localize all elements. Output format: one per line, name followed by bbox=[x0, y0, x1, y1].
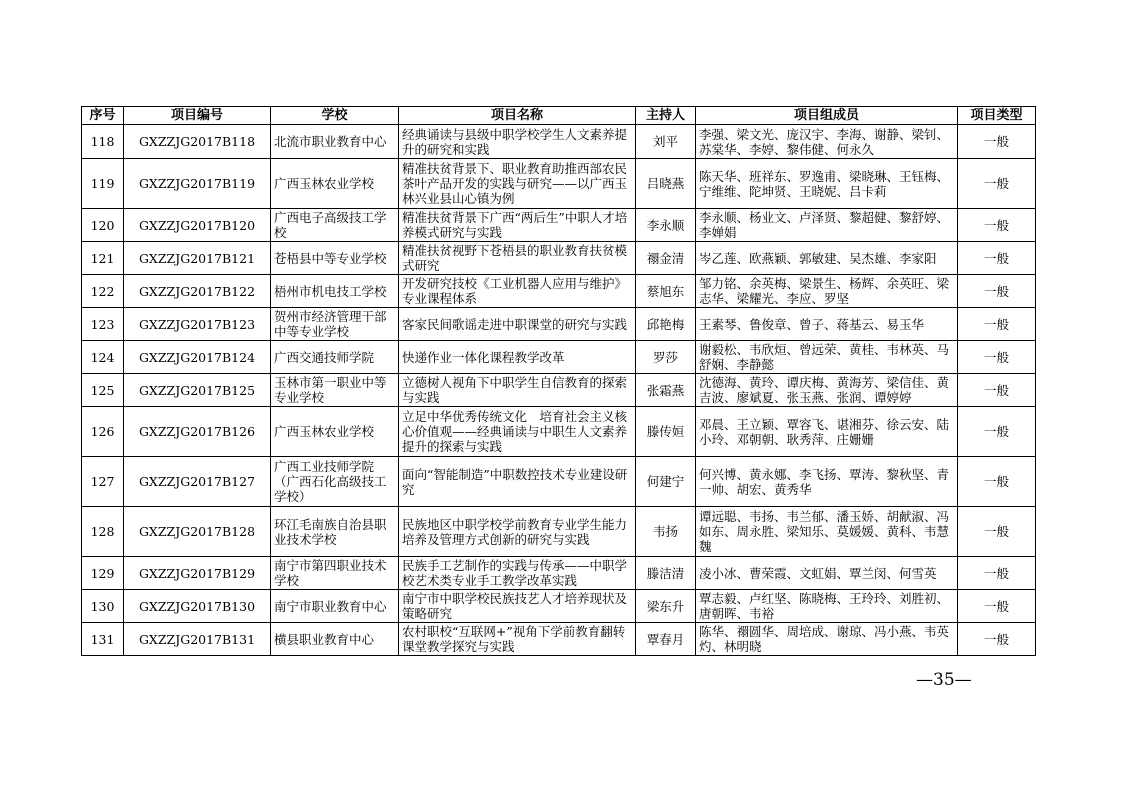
row-number: 118 bbox=[82, 125, 124, 159]
row-number: 126 bbox=[82, 407, 124, 457]
team-members: 谢毅松、韦欣烜、曾远荣、黄桂、韦林英、马舒娴、李静懿 bbox=[696, 341, 958, 374]
project-type: 一般 bbox=[958, 242, 1036, 275]
project-title: 精准扶贫背景下、职业教育助推西部农民茶叶产品开发的实践与研究——以广西玉林兴业县山心镇为例 bbox=[399, 159, 636, 209]
project-type: 一般 bbox=[958, 308, 1036, 341]
project-host: 梁东升 bbox=[636, 590, 696, 623]
project-code: GXZZJG2017B121 bbox=[124, 242, 271, 275]
project-host: 蔡旭东 bbox=[636, 275, 696, 308]
project-host: 罗莎 bbox=[636, 341, 696, 374]
header-cell: 项目类型 bbox=[958, 107, 1036, 125]
project-type: 一般 bbox=[958, 341, 1036, 374]
team-members: 陈天华、班祥东、罗逸甫、梁晓琳、王钰梅、宁维维、陀坤贤、王晓妮、吕卡莉 bbox=[696, 159, 958, 209]
table-row bbox=[82, 159, 1036, 209]
project-title: 立德树人视角下中职学生自信教育的探索与实践 bbox=[399, 374, 636, 407]
project-code: GXZZJG2017B127 bbox=[124, 457, 271, 507]
table-row bbox=[82, 623, 1036, 656]
project-type: 一般 bbox=[958, 159, 1036, 209]
school-name: 玉林市第一职业中等专业学校 bbox=[271, 374, 399, 407]
school-name: 贺州市经济管理干部中等专业学校 bbox=[271, 308, 399, 341]
project-host: 禤金清 bbox=[636, 242, 696, 275]
project-host: 滕洁清 bbox=[636, 557, 696, 590]
project-title: 快递作业一体化课程教学改革 bbox=[399, 341, 636, 374]
project-title: 面向“智能制造”中职数控技术专业建设研究 bbox=[399, 457, 636, 507]
table-row bbox=[82, 590, 1036, 623]
row-number: 129 bbox=[82, 557, 124, 590]
school-name: 梧州市机电技工学校 bbox=[271, 275, 399, 308]
project-code: GXZZJG2017B122 bbox=[124, 275, 271, 308]
project-title: 客家民间歌谣走进中职课堂的研究与实践 bbox=[399, 308, 636, 341]
project-code: GXZZJG2017B130 bbox=[124, 590, 271, 623]
team-members: 覃志毅、卢红坚、陈晓梅、王玲玲、刘胜初、唐朝晖、韦裕 bbox=[696, 590, 958, 623]
project-code: GXZZJG2017B120 bbox=[124, 209, 271, 242]
table-row bbox=[82, 457, 1036, 507]
project-type: 一般 bbox=[958, 557, 1036, 590]
team-members: 沈德海、黄玲、谭庆梅、黄海芳、梁信佳、黄吉波、廖斌夏、张玉燕、张润、谭婷婷 bbox=[696, 374, 958, 407]
project-code: GXZZJG2017B128 bbox=[124, 507, 271, 557]
team-members: 王素琴、鲁俊章、曾子、蒋基云、易玉华 bbox=[696, 308, 958, 341]
project-code: GXZZJG2017B125 bbox=[124, 374, 271, 407]
project-type: 一般 bbox=[958, 374, 1036, 407]
school-name: 广西玉林农业学校 bbox=[271, 159, 399, 209]
project-host: 覃春月 bbox=[636, 623, 696, 656]
table-row bbox=[82, 374, 1036, 407]
row-number: 127 bbox=[82, 457, 124, 507]
team-members: 凌小冰、曹荣霞、文虹娟、覃兰闵、何雪英 bbox=[696, 557, 958, 590]
team-members: 李永顺、杨业文、卢泽贤、黎超健、黎舒婷、李婵娟 bbox=[696, 209, 958, 242]
project-code: GXZZJG2017B123 bbox=[124, 308, 271, 341]
header-cell: 序号 bbox=[82, 107, 124, 125]
project-code: GXZZJG2017B129 bbox=[124, 557, 271, 590]
school-name: 南宁市第四职业技术学校 bbox=[271, 557, 399, 590]
table-row bbox=[82, 507, 1036, 557]
row-number: 123 bbox=[82, 308, 124, 341]
team-members: 陈华、禤圆华、周培成、谢琼、冯小燕、韦英灼、林明晓 bbox=[696, 623, 958, 656]
school-name: 广西交通技师学院 bbox=[271, 341, 399, 374]
project-type: 一般 bbox=[958, 590, 1036, 623]
row-number: 128 bbox=[82, 507, 124, 557]
team-members: 谭远聪、韦扬、韦兰郁、潘玉娇、胡献淑、冯如东、周永胜、梁知乐、莫媛媛、黄科、韦慧魏 bbox=[696, 507, 958, 557]
table-row bbox=[82, 557, 1036, 590]
project-title: 精准扶贫视野下苍梧县的职业教育扶贫模式研究 bbox=[399, 242, 636, 275]
project-host: 邱艳梅 bbox=[636, 308, 696, 341]
school-name: 广西工业技师学院（广西石化高级技工学校） bbox=[271, 457, 399, 507]
project-type: 一般 bbox=[958, 125, 1036, 159]
header-cell: 项目名称 bbox=[399, 107, 636, 125]
table-row bbox=[82, 341, 1036, 374]
row-number: 121 bbox=[82, 242, 124, 275]
project-type: 一般 bbox=[958, 457, 1036, 507]
project-host: 何建宁 bbox=[636, 457, 696, 507]
team-members: 岑乙莲、欧燕颖、郭敏建、吴杰雄、李家阳 bbox=[696, 242, 958, 275]
table-row bbox=[82, 308, 1036, 341]
project-title: 南宁市中职学校民族技艺人才培养现状及策略研究 bbox=[399, 590, 636, 623]
school-name: 广西电子高级技工学校 bbox=[271, 209, 399, 242]
table-row bbox=[82, 407, 1036, 457]
header-row bbox=[82, 107, 1036, 125]
row-number: 120 bbox=[82, 209, 124, 242]
table-row bbox=[82, 209, 1036, 242]
header-cell: 主持人 bbox=[636, 107, 696, 125]
table-body bbox=[82, 125, 1036, 656]
project-host: 李永顺 bbox=[636, 209, 696, 242]
team-members: 何兴博、黄永娜、李飞扬、覃涛、黎秋坚、青一帅、胡宏、黄秀华 bbox=[696, 457, 958, 507]
school-name: 北流市职业教育中心 bbox=[271, 125, 399, 159]
project-code: GXZZJG2017B118 bbox=[124, 125, 271, 159]
project-host: 张霜燕 bbox=[636, 374, 696, 407]
project-host: 滕传姮 bbox=[636, 407, 696, 457]
project-title: 立足中华优秀传统文化 培育社会主义核心价值观——经典诵读与中职生人文素养提升的探索与实践 bbox=[399, 407, 636, 457]
table-row bbox=[82, 275, 1036, 308]
school-name: 南宁市职业教育中心 bbox=[271, 590, 399, 623]
project-host: 刘平 bbox=[636, 125, 696, 159]
project-title: 经典诵读与县级中职学校学生人文素养提升的研究和实践 bbox=[399, 125, 636, 159]
project-type: 一般 bbox=[958, 407, 1036, 457]
row-number: 125 bbox=[82, 374, 124, 407]
table-row bbox=[82, 125, 1036, 159]
project-code: GXZZJG2017B124 bbox=[124, 341, 271, 374]
row-number: 124 bbox=[82, 341, 124, 374]
project-title: 农村职校“互联网+”视角下学前教育翻转课堂教学探究与实践 bbox=[399, 623, 636, 656]
header-cell: 项目编号 bbox=[124, 107, 271, 125]
school-name: 横县职业教育中心 bbox=[271, 623, 399, 656]
project-code: GXZZJG2017B131 bbox=[124, 623, 271, 656]
school-name: 环江毛南族自治县职业技术学校 bbox=[271, 507, 399, 557]
row-number: 130 bbox=[82, 590, 124, 623]
project-title: 开发研究技校《工业机器人应用与维护》专业课程体系 bbox=[399, 275, 636, 308]
team-members: 邓晨、王立颖、覃容飞、谌湘芬、徐云安、陆小玲、邓朝朝、耿秀萍、庄姗姗 bbox=[696, 407, 958, 457]
project-type: 一般 bbox=[958, 623, 1036, 656]
table-row bbox=[82, 242, 1036, 275]
project-code: GXZZJG2017B119 bbox=[124, 159, 271, 209]
row-number: 122 bbox=[82, 275, 124, 308]
header-cell: 学校 bbox=[271, 107, 399, 125]
team-members: 邹力铭、余英梅、梁景生、杨辉、余英旺、梁志华、梁耀光、李应、罗坚 bbox=[696, 275, 958, 308]
school-name: 苍梧县中等专业学校 bbox=[271, 242, 399, 275]
project-table bbox=[81, 106, 1036, 656]
project-type: 一般 bbox=[958, 507, 1036, 557]
project-host: 吕晓燕 bbox=[636, 159, 696, 209]
row-number: 119 bbox=[82, 159, 124, 209]
project-type: 一般 bbox=[958, 209, 1036, 242]
header-cell: 项目组成员 bbox=[696, 107, 958, 125]
project-title: 精准扶贫背景下广西“两后生”中职人才培养模式研究与实践 bbox=[399, 209, 636, 242]
project-code: GXZZJG2017B126 bbox=[124, 407, 271, 457]
project-type: 一般 bbox=[958, 275, 1036, 308]
row-number: 131 bbox=[82, 623, 124, 656]
project-host: 韦扬 bbox=[636, 507, 696, 557]
page-number: —35— bbox=[916, 670, 972, 690]
team-members: 李强、梁文光、庞汉宇、李海、谢静、梁钊、苏棠华、李婷、黎伟健、何永久 bbox=[696, 125, 958, 159]
school-name: 广西玉林农业学校 bbox=[271, 407, 399, 457]
project-title: 民族地区中职学校学前教育专业学生能力培养及管理方式创新的研究与实践 bbox=[399, 507, 636, 557]
project-title: 民族手工艺制作的实践与传承——中职学校艺术类专业手工教学改革实践 bbox=[399, 557, 636, 590]
